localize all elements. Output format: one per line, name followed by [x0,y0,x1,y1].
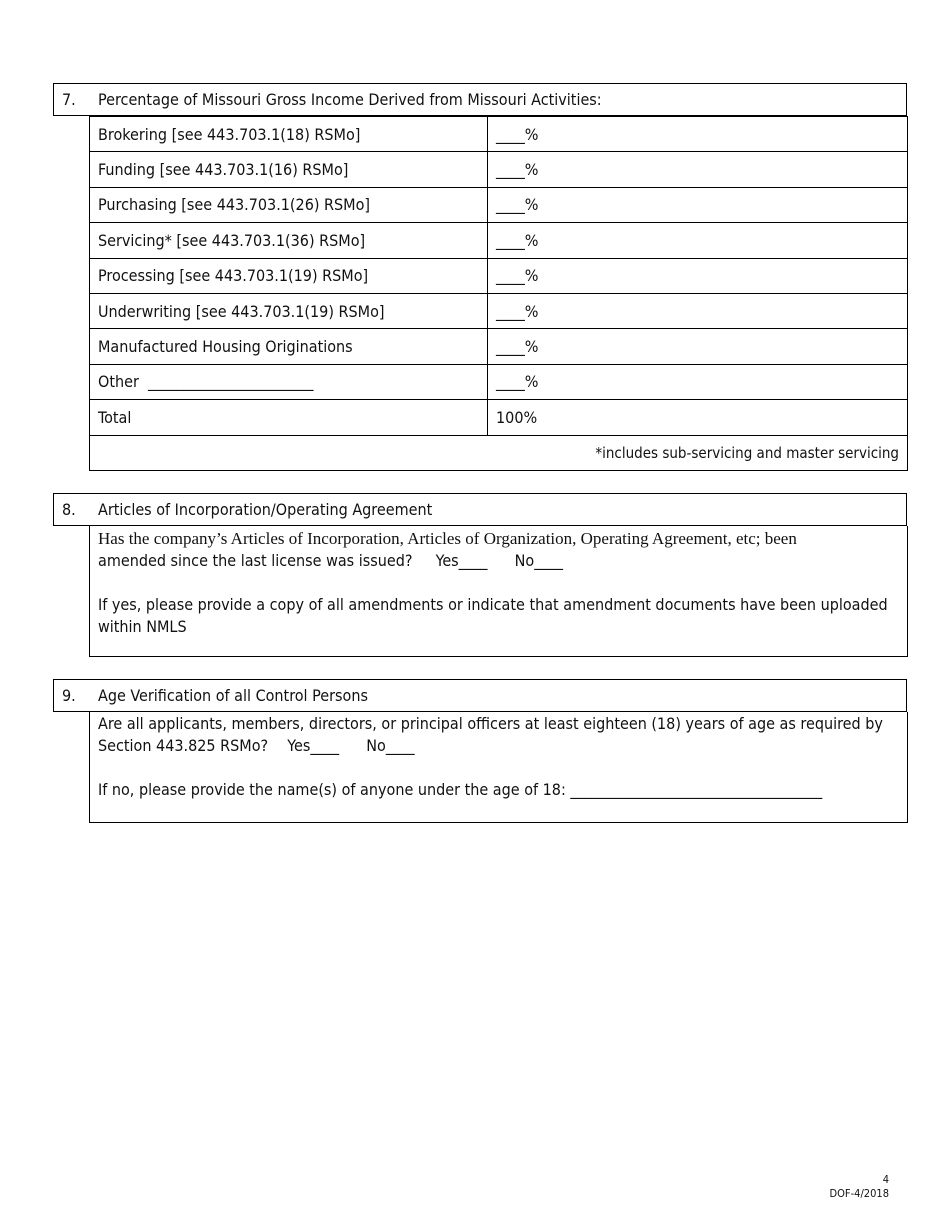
section-number: 9. [62,686,76,705]
age-instruction[interactable]: If no, please provide the name(s) of anyone under the age of 18: ___________________________________ [98,780,823,799]
section-title: Articles of Incorporation/Operating Agreement [98,500,433,519]
table-row [90,117,908,152]
percent-field[interactable]: ____% [488,258,908,293]
no-field[interactable]: No____ [366,736,415,755]
age-question: Are all applicants, members, directors, or principal officers at least eighteen (18) years of age as required by Section 443.825 RSMo? [98,714,883,755]
form-id: DOF-4/2018 [829,1187,889,1200]
total-label: Total [90,400,488,435]
section-9-body [89,712,908,823]
activity-label: Funding [see 443.703.1(16) RSMo] [90,152,488,187]
table-row [90,223,908,258]
age-question-line [98,713,899,757]
table-row [90,293,908,328]
table-row [90,152,908,187]
table-row [90,329,908,364]
yes-field[interactable]: Yes____ [435,551,488,570]
footnote-row [90,435,908,470]
section-number: 7. [62,90,76,109]
table-row [90,364,908,399]
percent-field[interactable]: ____% [488,329,908,364]
activity-percentage-table [89,116,908,471]
section-8-header [53,493,907,526]
amendment-question-serif: Has the company’s Articles of Incorporation, Articles of Organization, Operating Agreement, etc; been [98,529,797,548]
table-row [90,187,908,222]
servicing-footnote: *includes sub-servicing and master servicing [90,435,908,470]
section-title: Percentage of Missouri Gross Income Derived from Missouri Activities: [98,90,602,109]
section-9-header [53,679,907,712]
amendment-question: amended since the last license was issued? [98,551,413,570]
table-row-total [90,400,908,435]
percent-field[interactable]: ____% [488,364,908,399]
activity-label: Purchasing [see 443.703.1(26) RSMo] [90,187,488,222]
percent-field[interactable]: ____% [488,223,908,258]
page-number: 4 [882,1173,889,1186]
table-row [90,258,908,293]
activity-label: Brokering [see 443.703.1(18) RSMo] [90,117,488,152]
percent-field[interactable]: ____% [488,293,908,328]
percent-field[interactable]: ____% [488,187,908,222]
yes-field[interactable]: Yes____ [287,736,340,755]
activity-label: Servicing* [see 443.703.1(36) RSMo] [90,223,488,258]
section-7-header [53,83,907,116]
activity-label: Manufactured Housing Originations [90,329,488,364]
total-value: 100% [488,400,908,435]
activity-label: Processing [see 443.703.1(19) RSMo] [90,258,488,293]
amendment-question-line [98,550,899,572]
amendment-instruction: If yes, please provide a copy of all amendments or indicate that amendment documents have been uploaded within NMLS [98,595,888,636]
percent-field[interactable]: ____% [488,117,908,152]
section-number: 8. [62,500,76,519]
no-field[interactable]: No____ [514,551,563,570]
section-title: Age Verification of all Control Persons [98,686,368,705]
page-footer [830,1173,890,1201]
percent-field[interactable]: ____% [488,152,908,187]
activity-label: Underwriting [see 443.703.1(19) RSMo] [90,293,488,328]
section-8-body [89,526,908,657]
activity-label-other[interactable]: Other _______________________ [90,364,488,399]
